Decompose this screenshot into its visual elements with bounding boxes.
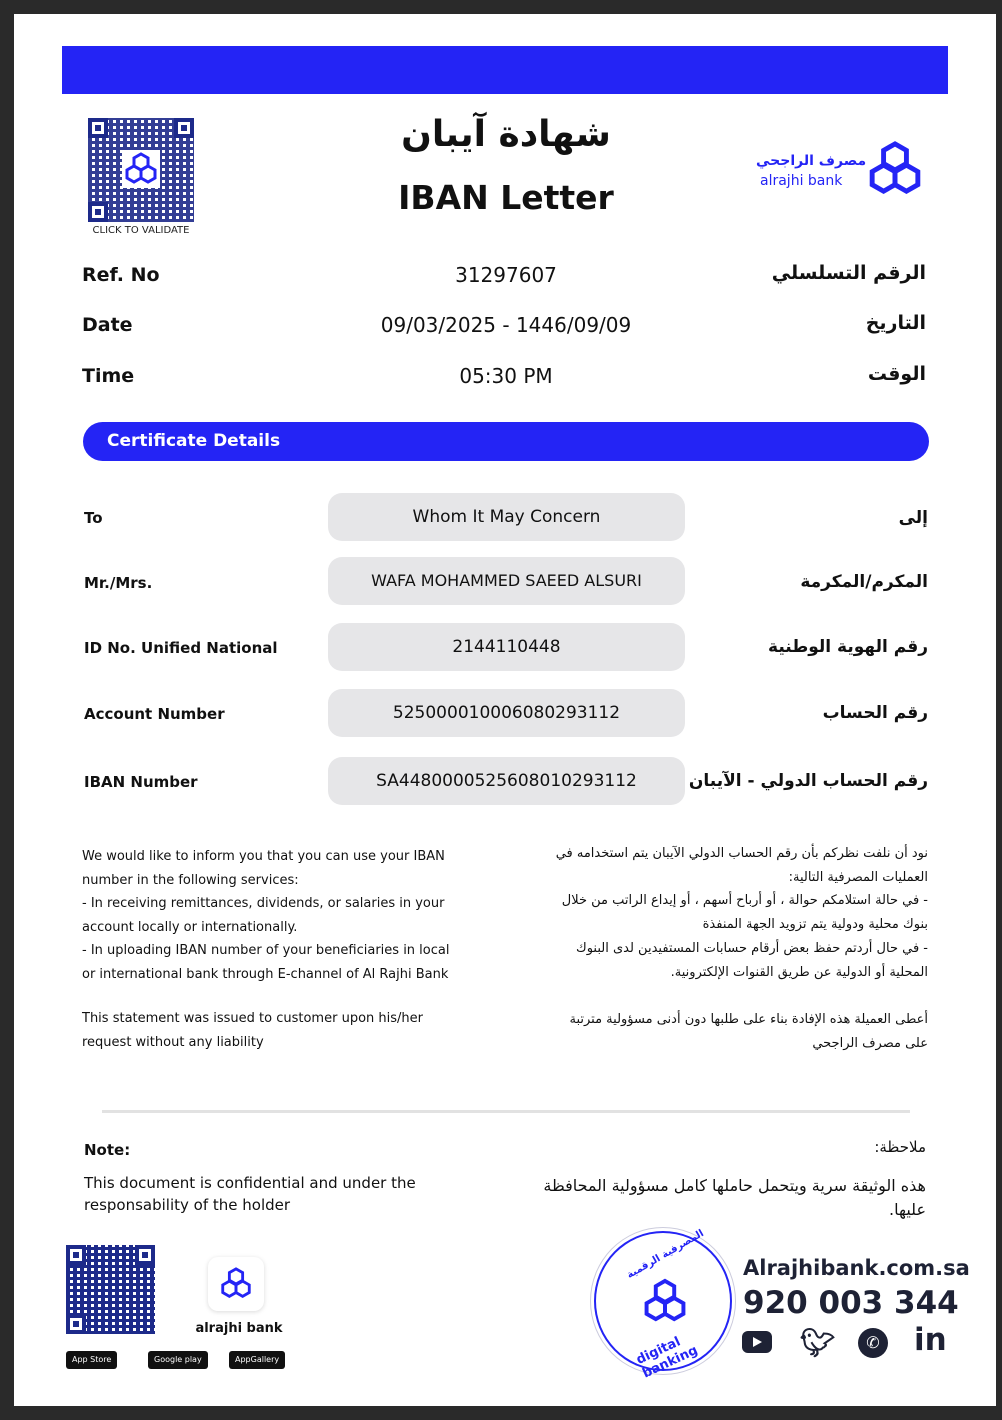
date-label-ar: التاريخ <box>865 312 926 334</box>
app-icon <box>208 1257 264 1311</box>
ref-value: 31297607 <box>455 263 557 287</box>
name-label: Mr./Mrs. <box>84 574 153 592</box>
to-value: Whom It May Concern <box>328 493 685 541</box>
website-link[interactable]: Alrajhibank.com.sa <box>743 1256 970 1280</box>
account-label-ar: رقم الحساب <box>822 703 928 723</box>
ref-label: Ref. No <box>82 264 160 286</box>
info-english: We would like to inform you that you can use your IBAN number in the following services: - In receiving remittances, dividends, or salaries in your account locally or internationally. - In uploading IBAN number of your beneficiaries in local or international bank through E-channel of Al Rajhi Bank <box>82 849 450 982</box>
account-label: Account Number <box>84 705 225 723</box>
name-label-ar: المكرم/المكرمة <box>800 572 928 592</box>
bank-logo-icon <box>640 1277 690 1327</box>
twitter-icon[interactable]: 🐦︎ <box>800 1326 836 1359</box>
note-text: This document is confidential and under the responsability of the holder <box>84 1174 416 1214</box>
id-value: 2144110448 <box>328 623 685 671</box>
certificate-details-header: Certificate Details <box>83 422 929 461</box>
note-title-ar: ملاحظة: <box>874 1138 926 1156</box>
whatsapp-icon[interactable]: ✆ <box>858 1328 888 1358</box>
alrajhi-logo: مصرف الراجحي alrajhi bank <box>744 139 929 201</box>
bank-logo-icon <box>122 150 160 188</box>
date-value: 09/03/2025 - 1446/09/09 <box>380 313 632 337</box>
time-label: Time <box>82 365 135 387</box>
digital-banking-stamp: المصرفية الرقمية digital banking <box>594 1231 732 1371</box>
iban-label-ar: رقم الحساب الدولي - الآيبان <box>688 771 928 791</box>
to-label: To <box>84 509 103 527</box>
alrajhi-logo-icon <box>864 139 926 201</box>
qr-caption: CLICK TO VALIDATE <box>92 225 190 236</box>
note-title: Note: <box>84 1141 131 1159</box>
bank-logo-icon <box>218 1266 254 1302</box>
iban-label: IBAN Number <box>84 773 198 791</box>
note-text-ar: هذه الوثيقة سرية ويتحمل حاملها كامل مسؤولية المحافظة عليها. <box>543 1176 926 1219</box>
id-label: ID No. Unified National <box>84 639 278 657</box>
statement-arabic: أعطى العميلة هذه الإفادة بناء على طلبها دون أدنى مسؤولية مترتبة على مصرف الراجحي <box>569 1012 928 1051</box>
validate-qr-code[interactable] <box>84 114 198 226</box>
date-label: Date <box>82 314 133 336</box>
google-play-badge[interactable]: Google play <box>148 1351 208 1369</box>
id-label-ar: رقم الهوية الوطنية <box>768 637 928 657</box>
title-english: IBAN Letter <box>398 178 614 217</box>
phone-number[interactable]: 920 003 344 <box>743 1285 959 1321</box>
app-download-qr-code[interactable] <box>66 1245 155 1334</box>
linkedin-icon[interactable]: in <box>914 1322 947 1358</box>
name-value: WAFA MOHAMMED SAEED ALSURI <box>328 557 685 605</box>
to-label-ar: إلى <box>898 508 928 528</box>
appgallery-badge[interactable]: AppGallery <box>229 1351 285 1369</box>
statement-english: This statement was issued to customer upon his/her request without any liability <box>82 1011 423 1050</box>
top-banner <box>62 46 948 94</box>
ref-label-ar: الرقم التسلسلي <box>771 262 926 284</box>
divider <box>102 1110 910 1113</box>
app-store-badge[interactable]: App Store <box>66 1351 117 1369</box>
title-arabic: شهادة آيبان <box>401 114 611 155</box>
time-label-ar: الوقت <box>867 363 926 385</box>
account-value: 525000010006080293112 <box>328 689 685 737</box>
iban-letter-page <box>14 14 996 1406</box>
time-value: 05:30 PM <box>459 364 553 388</box>
app-name: alrajhi bank <box>195 1321 283 1336</box>
iban-value: SA4480000525608010293112 <box>328 757 685 805</box>
info-arabic: نود أن نلفت نظركم بأن رقم الحساب الدولي الآيبان يتم استخدامه في العمليات المصرفية التالية: - في حالة استلامكم حوالة ، أو أرباح أسهم ، أو إيداع الراتب من خلال بنوك محلية ودولية يتم تزويد الجهة المنفذة - في حال أردتم حفظ بعض أرقام حسابات المستفيدين لدى البنوك المحلية أو الدولية عن طريق القنوات الإلكترونية. <box>555 846 928 980</box>
youtube-icon[interactable] <box>742 1326 772 1360</box>
